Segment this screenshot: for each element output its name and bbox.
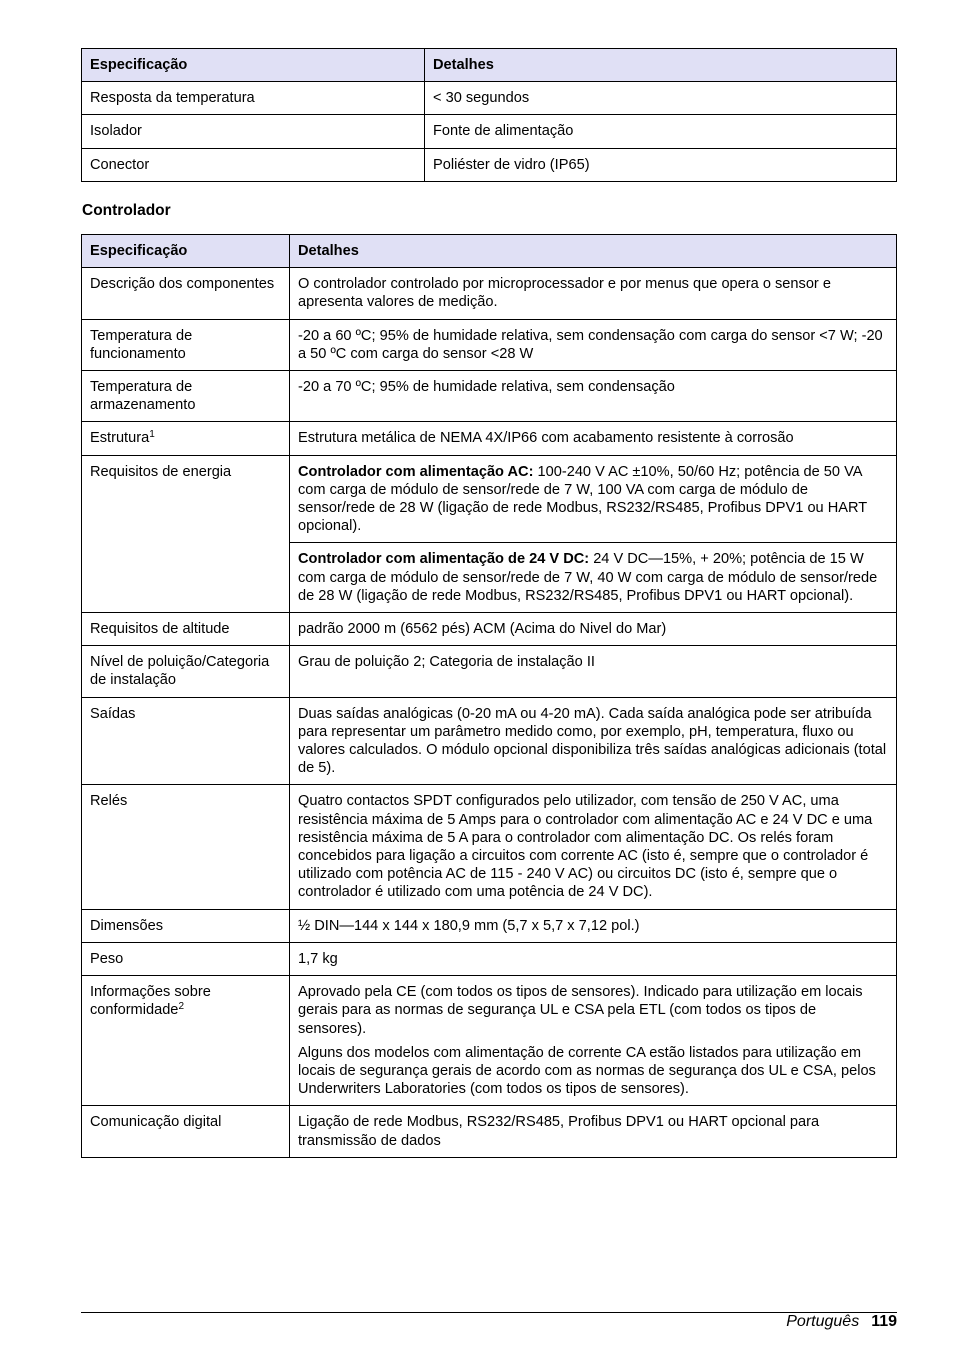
table-row xyxy=(82,268,897,319)
footnote-marker: 1 xyxy=(149,429,155,441)
spec-label: Informações sobre conformidade xyxy=(90,984,211,1019)
detail-paragraph: Alguns dos modelos com alimentação de corrente CA estão listados para utilização em locais de segurança gerais de acordo com as normas de segurança dos UL e CSA, pelos Underwriters Laboratories (com todos os tipos de sensores). xyxy=(298,1044,876,1098)
dc-power-block xyxy=(290,542,896,612)
sensor-spec-table xyxy=(81,48,897,182)
table-row xyxy=(82,976,897,1106)
spec-cell: Requisitos de energia xyxy=(82,455,290,612)
footer-language: Português xyxy=(786,1313,860,1330)
table-row xyxy=(82,148,897,181)
detail-cell: < 30 segundos xyxy=(425,82,897,115)
spec-cell: Peso xyxy=(82,942,290,975)
detail-cell: Grau de poluição 2; Categoria de instalação II xyxy=(290,646,897,697)
table-row xyxy=(82,371,897,422)
dc-power-label: Controlador com alimentação de 24 V DC: xyxy=(298,551,590,568)
ac-power-text: 100-240 V AC ±10%, 50/60 Hz; potência de 50 VA com carga de módulo de sensor/rede de 7 W, 100 VA com carga de módulo de sensor/rede de 28 W (ligação de rede Modbus, RS232/RS485, Profibus DPV1 ou HART opcional). xyxy=(298,463,867,535)
spec-cell: Requisitos de altitude xyxy=(82,613,290,646)
table-row xyxy=(82,942,897,975)
section-title: Controlador xyxy=(82,202,171,219)
detail-cell xyxy=(290,455,897,612)
column-header-details: Detalhes xyxy=(290,235,897,268)
detail-cell: -20 a 60 ºC; 95% de humidade relativa, sem condensação com carga do sensor <7 W; -20 a 50 ºC com carga do sensor <28 W xyxy=(290,319,897,370)
ac-power-label: Controlador com alimentação AC: xyxy=(298,463,534,480)
detail-cell: -20 a 70 ºC; 95% de humidade relativa, sem condensação xyxy=(290,371,897,422)
detail-cell: Poliéster de vidro (IP65) xyxy=(425,148,897,181)
table-row xyxy=(82,909,897,942)
table-row xyxy=(82,82,897,115)
spec-cell: Relés xyxy=(82,785,290,909)
detail-cell: Fonte de alimentação xyxy=(425,115,897,148)
spec-cell: Saídas xyxy=(82,697,290,785)
detail-cell: Ligação de rede Modbus, RS232/RS485, Profibus DPV1 ou HART opcional para transmissão de dados xyxy=(290,1106,897,1157)
table-row xyxy=(82,697,897,785)
detail-cell: 1,7 kg xyxy=(290,942,897,975)
spec-cell xyxy=(82,976,290,1106)
detail-cell: Duas saídas analógicas (0-20 mA ou 4-20 mA). Cada saída analógica pode ser atribuída para representar um parâmetro medido como, por exemplo, pH, temperatura, fluxo ou valores calculados. O módulo opcional disponibiliza três saídas analógicas adicionais (total de 5). xyxy=(290,697,897,785)
footnote-marker: 2 xyxy=(178,1001,184,1013)
table-row xyxy=(82,115,897,148)
spec-cell: Dimensões xyxy=(82,909,290,942)
spec-cell: Isolador xyxy=(82,115,425,148)
spec-cell: Resposta da temperatura xyxy=(82,82,425,115)
column-header-details: Detalhes xyxy=(425,49,897,82)
table-row xyxy=(82,1106,897,1157)
spec-cell: Descrição dos componentes xyxy=(82,268,290,319)
spec-cell: Conector xyxy=(82,148,425,181)
detail-cell xyxy=(290,976,897,1106)
detail-cell: O controlador controlado por microprocessador e por menus que opera o sensor e apresenta valores de medição. xyxy=(290,268,897,319)
dc-power-text: 24 V DC—15%, + 20%; potência de 15 W com carga de módulo de sensor/rede de 7 W, 40 W com carga de módulo de sensor/rede de 28 W (ligação de rede Modbus, RS232/RS485, Profibus DPV1 ou HART opcional). xyxy=(298,551,878,604)
page-number: 119 xyxy=(871,1313,897,1330)
table-row xyxy=(82,646,897,697)
spec-cell: Nível de poluição/Categoria de instalação xyxy=(82,646,290,697)
spec-cell: Temperatura de funcionamento xyxy=(82,319,290,370)
detail-cell: Estrutura metálica de NEMA 4X/IP66 com acabamento resistente à corrosão xyxy=(290,422,897,455)
detail-cell: Quatro contactos SPDT configurados pelo utilizador, com tensão de 250 V AC, uma resistência máxima de 5 Amps para o controlador com alimentação AC e 24 V DC e uma resistência máxima de 5 A para o controlador com alimentação DC. Os relés foram concebidos para ligação a circuitos com corrente AC (isto é, sempre que o controlador é utilizado com potência AC de 115 - 240 V AC) ou circuitos DC (isto é, sempre que o controlador é utilizado com uma potência de 24 V DC). xyxy=(290,785,897,909)
detail-paragraph: Aprovado pela CE (com todos os tipos de sensores). Indicado para utilização em locais gerais para as normas de segurança UL e CSA pela ETL (com todos os tipos de sensores). xyxy=(298,984,863,1037)
spec-label: Estrutura xyxy=(90,430,150,447)
spec-cell: Temperatura de armazenamento xyxy=(82,371,290,422)
table-row xyxy=(82,319,897,370)
spec-cell xyxy=(82,422,290,455)
table-header-row xyxy=(82,49,897,82)
footer-divider xyxy=(81,1312,897,1313)
table-row xyxy=(82,422,897,455)
ac-power-block xyxy=(290,456,896,543)
table-row xyxy=(82,785,897,909)
page-footer xyxy=(786,1312,897,1332)
spec-cell: Comunicação digital xyxy=(82,1106,290,1157)
table-row xyxy=(82,455,897,612)
table-row xyxy=(82,613,897,646)
detail-cell: ½ DIN—144 x 144 x 180,9 mm (5,7 x 5,7 x 7,12 pol.) xyxy=(290,909,897,942)
table-header-row xyxy=(82,235,897,268)
detail-cell: padrão 2000 m (6562 pés) ACM (Acima do Nivel do Mar) xyxy=(290,613,897,646)
controller-spec-table xyxy=(81,234,897,1158)
column-header-spec: Especificação xyxy=(82,235,290,268)
column-header-spec: Especificação xyxy=(82,49,425,82)
